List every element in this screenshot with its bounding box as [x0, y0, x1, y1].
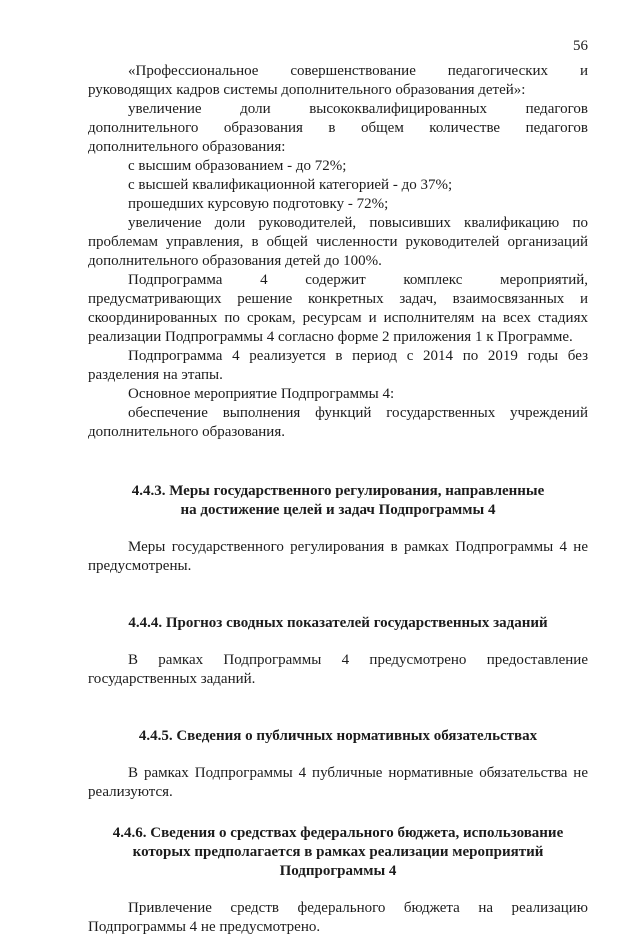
page-number: 56 — [573, 38, 588, 54]
section-heading-4-4-4 — [88, 614, 588, 633]
intro-paragraph-1: Подпрограмма 4 содержит комплекс мероприятий, предусматривающих решение конкретных задач, взаимосвязанных и скоординированных по срокам, ресурсам и исполнителям на всех стадиях реализации Подпрограммы 4 согласно форме 2 приложения 1 к Программе. — [88, 272, 588, 345]
intro-item-1c: прошедших курсовую подготовку - 72%; — [128, 196, 389, 212]
intro-item-1b: с высшей квалификационной категорией - до 37%; — [128, 177, 453, 193]
section-heading-line: 4.4.3. Меры государственного регулирования, направленные — [131, 483, 545, 499]
section-heading-line: 4.4.4. Прогноз сводных показателей государственных заданий — [128, 615, 548, 631]
section-body-4-4-3: Меры государственного регулирования в рамках Подпрограммы 4 не предусмотрены. — [88, 539, 588, 574]
section-body-4-4-6: Привлечение средств федерального бюджета на реализацию Подпрограммы 4 не предусмотрено. — [88, 900, 588, 935]
section-heading-4-4-3 — [88, 482, 588, 520]
section-body-4-4-4: В рамках Подпрограммы 4 предусмотрено предоставление государственных заданий. — [88, 652, 588, 687]
section-heading-line: Подпрограммы 4 — [279, 863, 397, 879]
intro-item-1a: с высшим образованием - до 72%; — [128, 158, 347, 174]
intro-item-1: увеличение доли высококвалифицированных педагогов дополнительного образования в общем количестве педагогов дополнительного образования: — [88, 101, 588, 155]
intro-paragraph-3: Основное мероприятие Подпрограммы 4: — [128, 386, 395, 402]
section-heading-4-4-5 — [88, 727, 588, 746]
section-heading-line: 4.4.5. Сведения о публичных нормативных обязательствах — [138, 728, 538, 744]
intro-item-2: увеличение доли руководителей, повысивших квалификацию по проблемам управления, в общей численности руководителей организаций дополнительного образования детей до 100%. — [88, 215, 588, 269]
section-heading-line: которых предполагается в рамках реализации мероприятий — [132, 844, 544, 860]
intro-paragraph-2: Подпрограмма 4 реализуется в период с 2014 по 2019 годы без разделения на этапы. — [88, 348, 588, 383]
intro-quote: «Профессиональное совершенствование педагогических и руководящих кадров системы дополнительного образования детей»: — [88, 63, 588, 98]
section-heading-line: на достижение целей и задач Подпрограммы 4 — [180, 502, 496, 518]
section-heading-line: 4.4.6. Сведения о средствах федерального бюджета, использование — [112, 825, 564, 841]
page-content — [88, 62, 588, 937]
section-body-4-4-5: В рамках Подпрограммы 4 публичные нормативные обязательства не реализуются. — [88, 765, 588, 800]
intro-paragraph-4: обеспечение выполнения функций государственных учреждений дополнительного образования. — [88, 405, 588, 440]
section-heading-4-4-6 — [88, 824, 588, 881]
